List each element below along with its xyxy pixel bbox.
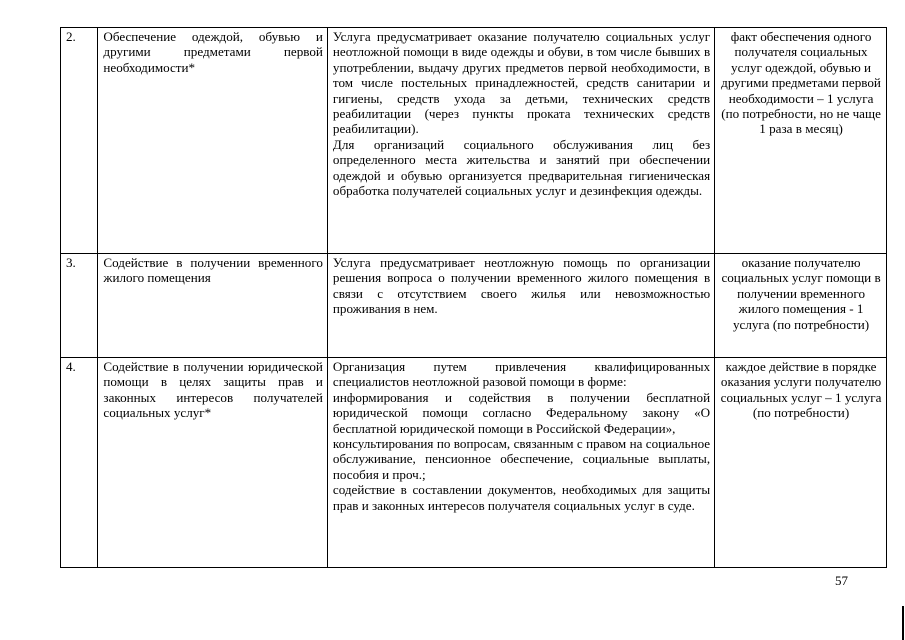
service-name: Содействие в получении временного жилого помещения: [98, 254, 328, 358]
service-description: [327, 28, 714, 254]
row-number: 2.: [61, 28, 98, 254]
table-row: [61, 28, 887, 254]
row-number: 4.: [61, 358, 98, 568]
description-paragraph: Организация путем привлечения квалифицированных специалистов неотложной разовой помощи в форме:: [332, 359, 711, 390]
service-volume: каждое действие в порядке оказания услуги получателю социальных услуг – 1 услуга (по потребности): [715, 358, 887, 568]
table-row: [61, 358, 887, 568]
service-description: [327, 358, 714, 568]
row-number: 3.: [61, 254, 98, 358]
margin-line: [902, 606, 904, 640]
service-description: [327, 254, 714, 358]
service-volume: оказание получателю социальных услуг помощи в получении временного жилого помещения - 1 услуга (по потребности): [715, 254, 887, 358]
description-paragraph: информирования и содействия в получении бесплатной юридической помощи согласно Федеральному закону «О бесплатной юридической помощи в Российской Федерации»,: [332, 389, 711, 436]
page-number: 57: [835, 573, 848, 588]
description-paragraph: Услуга предусматривает неотложную помощь по организации решения вопроса о получении временного жилого помещения в связи с отсутствием своего жилья или невозможностью проживания в нем.: [332, 255, 711, 317]
service-volume: факт обеспечения одного получателя социальных услуг одеждой, обувью и другими предметами первой необходимости – 1 услуга (по потребности, но не чаще 1 раза в месяц): [715, 28, 887, 254]
services-table: [60, 27, 887, 568]
description-paragraph: Для организаций социального обслуживания лиц без определенного места жительства и занятий при обеспечении одеждой и обувью организуется предварительная гигиеническая обработка получателей социальных услуг и дезинфекция одежды.: [332, 136, 711, 199]
service-name: Обеспечение одеждой, обувью и другими предметами первой необходимости*: [98, 28, 328, 254]
description-paragraph: консультирования по вопросам, связанным с правом на социальное обслуживание, пенсионное обеспечение, социальные выплаты, пособия и проч.;: [332, 436, 711, 482]
description-paragraph: содействие в составлении документов, необходимых для защиты прав и законных интересов получателя социальных услуг в суде.: [332, 482, 711, 513]
table-row: [61, 254, 887, 358]
description-paragraph: Услуга предусматривает оказание получателю социальных услуг неотложной помощи в виде одежды и обуви, в том числе бывших в употреблении, выдачу других предметов первой необходимости, в том числе постельных принадлежностей, средств санитарии и гигиены, средств ухода за детьми, технических средств реабилитации (через пункты проката технических средств реабилитации).: [332, 29, 711, 137]
service-name: Содействие в получении юридической помощи в целях защиты прав и законных интересов получателей социальных услуг*: [98, 358, 328, 568]
